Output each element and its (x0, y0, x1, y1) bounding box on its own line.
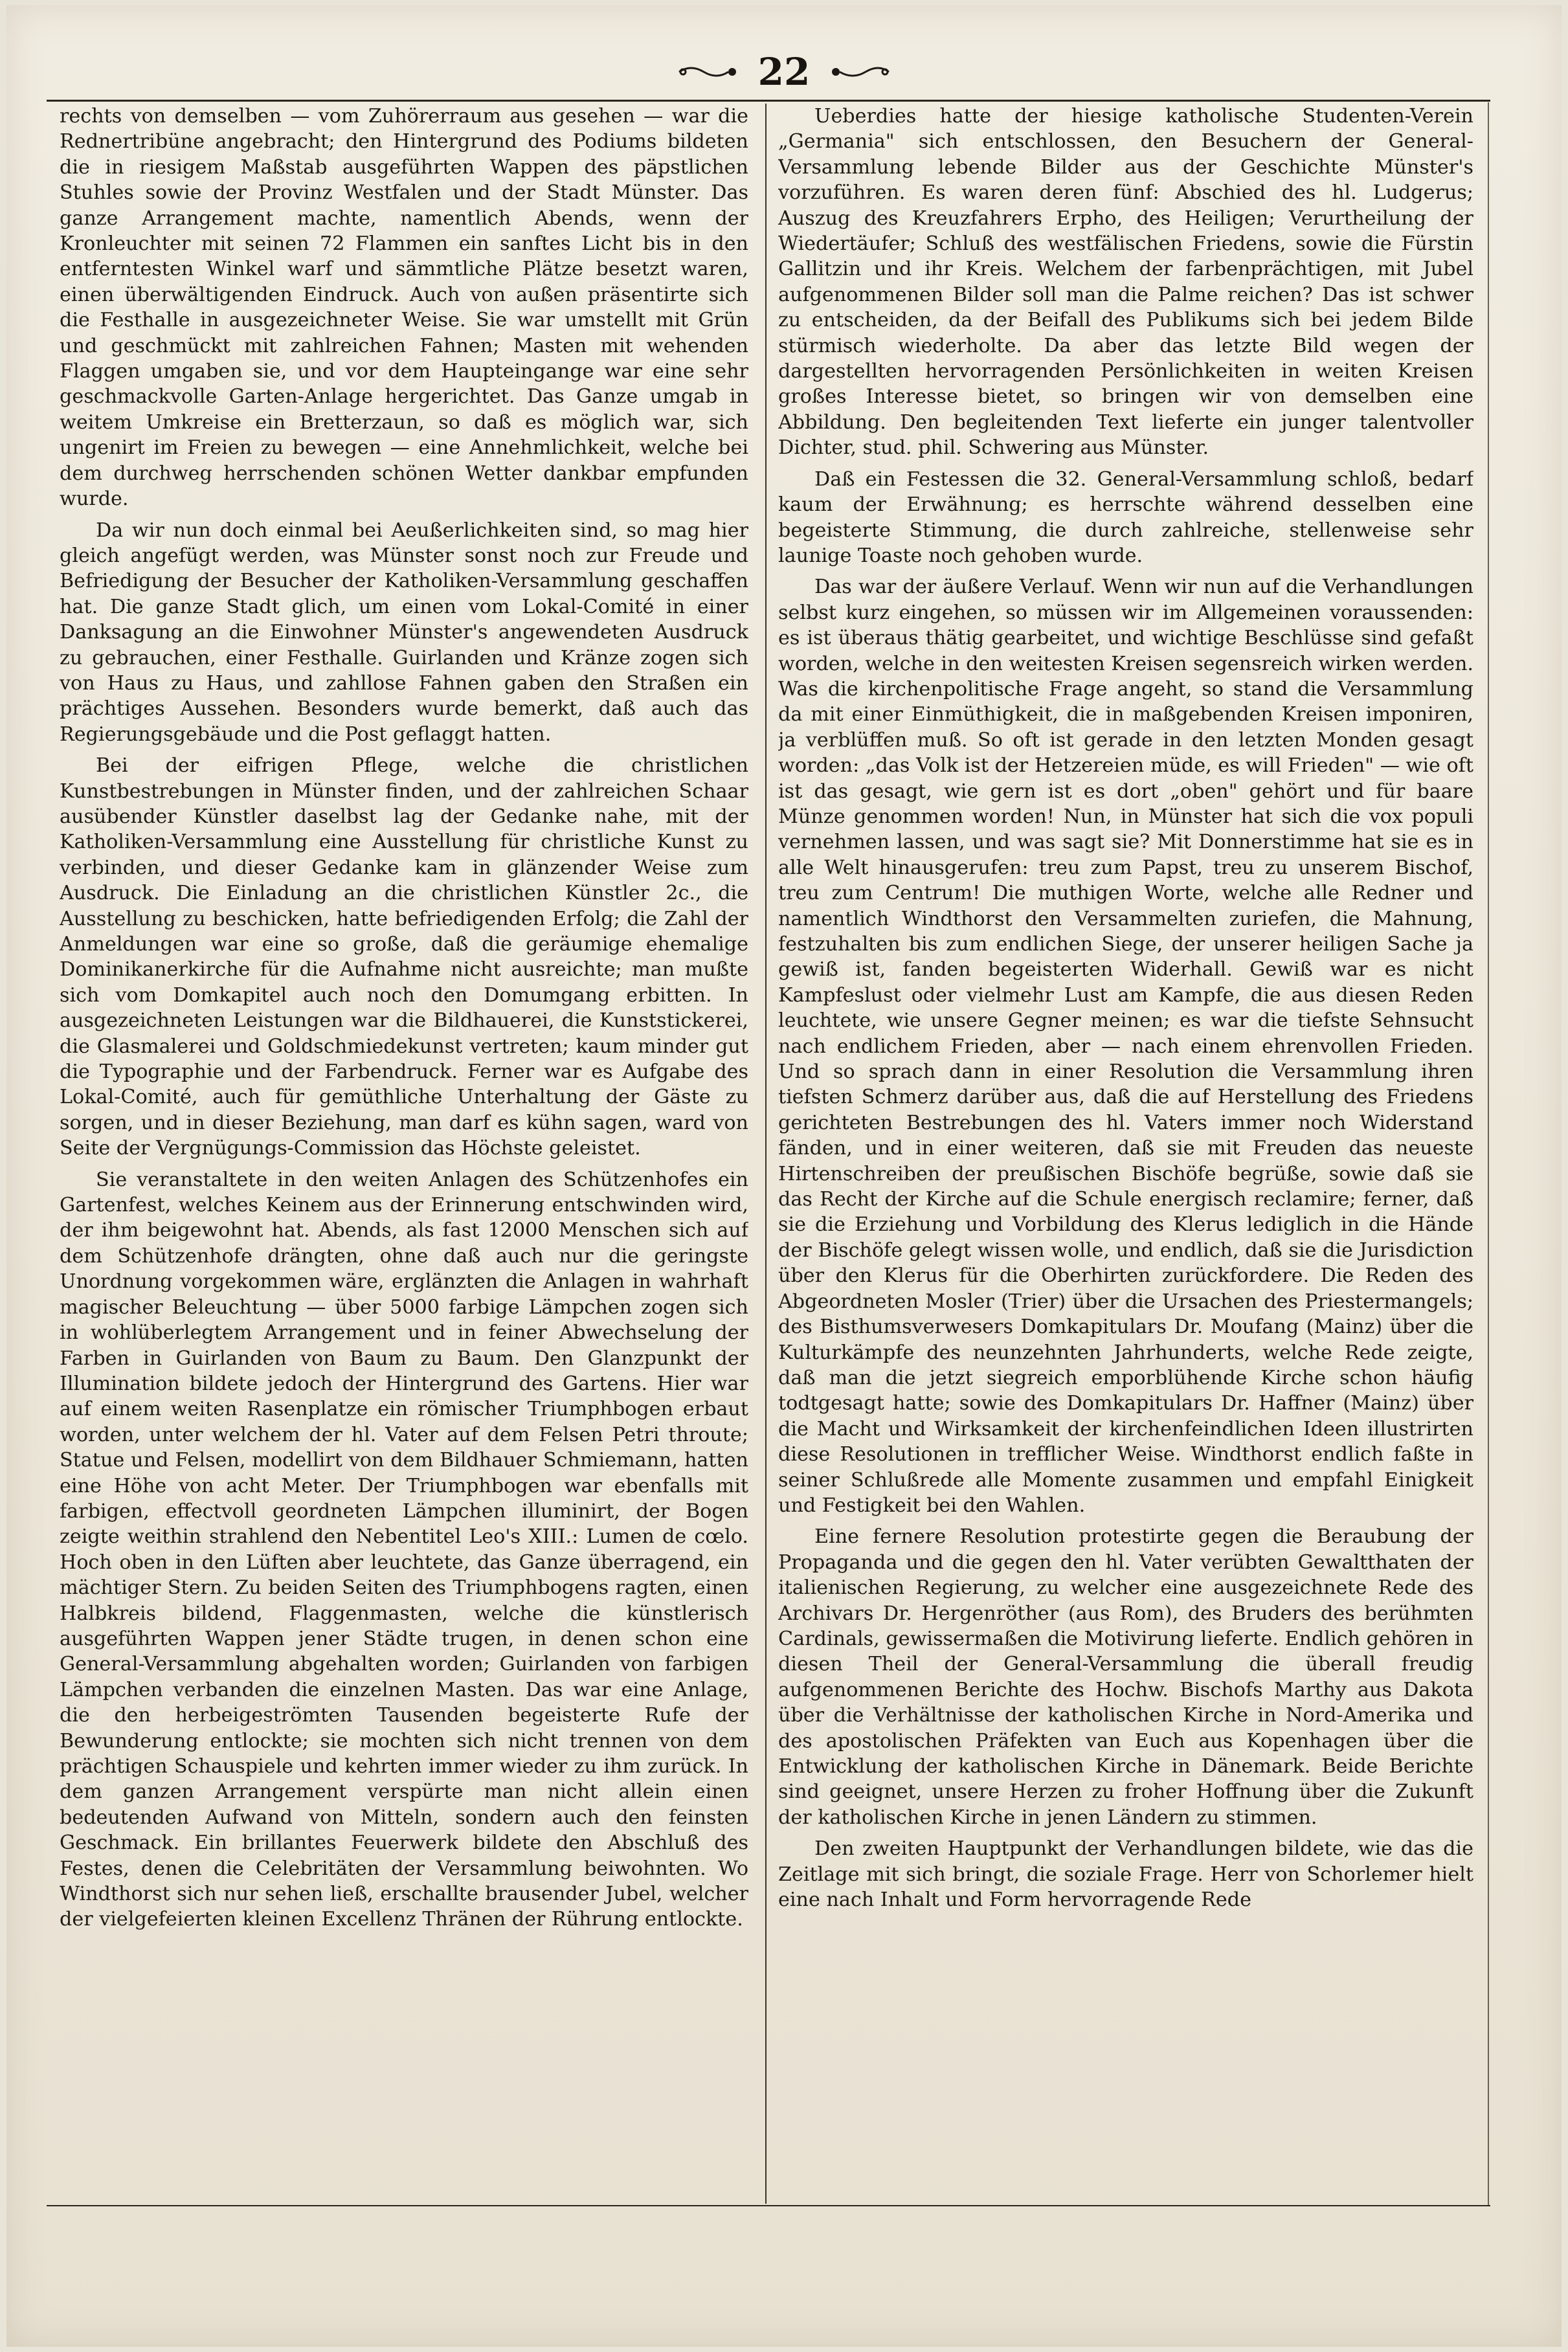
right-column (778, 104, 1473, 2195)
top-rule (47, 100, 1490, 102)
left-column (60, 104, 748, 2195)
paragraph: Den zweiten Hauptpunkt der Verhandlungen bildete, wie das die Zeitlage mit sich bringt, die soziale Frage. Herr von Schorlemer hielt eine nach Inhalt und Form hervorragende Rede (778, 1837, 1473, 1912)
paragraph: Ueberdies hatte der hiesige katholische Studenten-Verein „Germania" sich entschlossen, den Besuchern der General-Versammlung lebende Bilder aus der Geschichte Münster's vorzuführen. Es waren deren fünf: Abschied des hl. Ludgerus; Auszug des Kreuzfahrers Erpho, des Heiligen; Verurtheilung der Wiedertäufer; Schluß des westfälischen Friedens, sowie die Fürstin Gallitzin und ihr Kreis. Welchem der farbenprächtigen, mit Jubel aufgenommenen Bilder soll man die Palme reichen? Das ist schwer zu entscheiden, da der Beifall des Publikums sich bei jedem Bilde stürmisch wiederholte. Da aber das letzte Bild wegen der dargestellten hervorragenden Persönlichkeiten in weiten Kreisen großes Interesse bietet, so bringen wir von demselben eine Abbildung. Den begleitenden Text lieferte ein junger talentvoller Dichter, stud. phil. Schwering aus Münster. (778, 105, 1473, 460)
paragraph: Sie veranstaltete in den weiten Anlagen des Schützenhofes ein Gartenfest, welches Keinem aus der Erinnerung entschwinden wird, der ihm beigewohnt hat. Abends, als fast 12000 Menschen sich auf dem Schützenhofe drängten, ohne daß auch nur die geringste Unordnung vorgekommen wäre, erglänzten die Anlagen in wahrhaft magischer Beleuchtung — über 5000 farbige Lämpchen zogen sich in wohlüberlegtem Arrangement und in feiner Abwechselung der Farben in Guirlanden von Baum zu Baum. Den Glanzpunkt der Illumination bildete jedoch der Hintergrund des Gartens. Hier war auf einem weiten Rasenplatze ein römischer Triumphbogen erbaut worden, unter welchem der hl. Vater auf dem Felsen Petri throute; Statue und Felsen, modellirt von dem Bildhauer Schmiemann, hatten eine Höhe von acht Meter. Der Triumphbogen war ebenfalls mit farbigen, effectvoll geordneten Lämpchen illuminirt, der Bogen zeigte weithin strahlend den Nebentitel Leo's XIII.: Lumen de cœlo. Hoch oben in den Lüften aber leuchtete, das Ganze überragend, ein mächtiger Stern. Zu beiden Seiten des Triumphbogens ragten, einen Halbkreis bildend, Flaggenmasten, welche die künstlerisch ausgeführten Wappen jener Städte trugen, in denen schon eine General-Versammlung abgehalten worden; Guirlanden von farbigen Lämpchen verbanden die einzelnen Masten. Das war eine Anlage, die den herbeigeströmten Tausenden begeisterte Rufe der Bewunderung entlockte; sie mochten sich nicht trennen von dem prächtigen Schauspiele und kehrten immer wieder zu ihm zurück. In dem ganzen Arrangement verspürte man nicht allein einen bedeutenden Aufwand von Mitteln, sondern auch den feinsten Geschmack. Ein brillantes Feuerwerk bildete den Abschluß des Festes, denen die Celebritäten der Versammlung beiwohnten. Wo Windthorst sich nur sehen ließ, erschallte brausender Jubel, welcher der vielgefeierten kleinen Excellenz Thränen der Rührung entlockte. (60, 1168, 748, 1931)
newspaper-page (6, 5, 1562, 2347)
paragraph: Daß ein Festessen die 32. General-Versammlung schloß, bedarf kaum der Erwähnung; es herrschte während desselben eine begeisterte Stimmung, die durch zahlreiche, stellenweise sehr launige Toaste noch gehoben wurde. (778, 467, 1473, 567)
right-border (1488, 102, 1489, 2206)
right-ornament-icon (828, 63, 890, 81)
page-header (6, 43, 1562, 101)
paragraph: Bei der eifrigen Pflege, welche die christlichen Kunstbestrebungen in Münster finden, und der zahlreichen Schaar ausübender Künstler daselbst lag der Gedanke nahe, mit der Katholiken-Versammlung eine Ausstellung für christliche Kunst zu verbinden, und dieser Gedanke kam in glänzender Weise zum Ausdruck. Die Einladung an die christlichen Künstler 2c., die Ausstellung zu beschicken, hatte befriedigenden Erfolg; die Zahl der Anmeldungen war eine so große, daß die geräumige ehemalige Dominikanerkirche für die Aufnahme nicht ausreichte; man mußte sich vom Domkapitel auch noch den Domumgang erbitten. In ausgezeichneten Leistungen war die Bildhauerei, die Kunststickerei, die Glasmalerei und Goldschmiedekunst vertreten; kaum minder gut die Typographie und der Farbendruck. Ferner war es Aufgabe des Lokal-Comité, auch für gemüthliche Unterhaltung der Gäste zu sorgen, und in dieser Beziehung, man darf es kühn sagen, ward von Seite der Vergnügungs-Commission das Höchste geleistet. (60, 754, 748, 1160)
column-divider (765, 104, 767, 2204)
left-ornament-icon (678, 63, 740, 81)
page-number: 22 (757, 50, 811, 94)
paragraph: Da wir nun doch einmal bei Aeußerlichkeiten sind, so mag hier gleich angefügt werden, was Münster sonst noch zur Freude und Befriedigung der Besucher der Katholiken-Versammlung geschaffen hat. Die ganze Stadt glich, um einen vom Lokal-Comité in einer Danksagung an die Einwohner Münster's angewendeten Ausdruck zu gebrauchen, einer Festhalle. Guirlanden und Kränze zogen sich von Haus zu Haus, und zahllose Fahnen gaben den Straßen ein prächtiges Aussehen. Besonders wurde bemerkt, daß auch das Regierungsgebäude und die Post geflaggt hatten. (60, 519, 748, 746)
paragraph: Eine fernere Resolution protestirte gegen die Beraubung der Propaganda und die gegen den hl. Vater verübten Gewaltthaten der italienischen Regierung, zu welcher eine ausgezeichnete Rede des Archivars Dr. Hergenröther (aus Rom), des Bruders des berühmten Cardinals, gewissermaßen die Motivirung lieferte. Endlich gehören in diesen Theil der General-Versammlung die überall freudig aufgenommenen Berichte des Hochw. Bischofs Marthy aus Dakota über die Verhältnisse der katholischen Kirche in Nord-Amerika und des apostolischen Präfekten van Euch aus Kopenhagen über die Entwicklung der katholischen Kirche in Dänemark. Beide Berichte sind geeignet, unsere Herzen zu froher Hoffnung über die Zukunft der katholischen Kirche in jenen Ländern zu stimmen. (778, 1525, 1473, 1829)
bottom-rule (47, 2205, 1490, 2206)
paragraph: rechts von demselben — vom Zuhörerraum aus gesehen — war die Rednertribüne angebracht; den Hintergrund des Podiums bildeten die in riesigem Maßstab ausgeführten Wappen des päpstlichen Stuhles sowie der Provinz Westfalen und der Stadt Münster. Das ganze Arrangement machte, namentlich Abends, wenn der Kronleuchter mit seinen 72 Flammen ein sanftes Licht bis in den entferntesten Winkel warf und sämmtliche Plätze besetzt waren, einen überwältigenden Eindruck. Auch von außen präsentirte sich die Festhalle in ausgezeichneter Weise. Sie war umstellt mit Grün und geschmückt mit zahlreichen Fahnen; Masten mit wehenden Flaggen umgaben sie, und vor dem Haupteingange war eine sehr geschmackvolle Garten-Anlage hergerichtet. Das Ganze umgab in weitem Umkreise ein Bretterzaun, so daß es möglich war, sich ungenirt im Freien zu bewegen — eine Annehmlichkeit, welche bei dem durchweg herrschenden schönen Wetter dankbar empfunden wurde. (60, 105, 748, 511)
paragraph: Das war der äußere Verlauf. Wenn wir nun auf die Verhandlungen selbst kurz eingehen, so müssen wir im Allgemeinen voraussenden: es ist überaus thätig gearbeitet, und wichtige Beschlüsse sind gefaßt worden, welche in den weitesten Kreisen segensreich wirken werden. Was die kirchenpolitische Frage angeht, so stand die Versammlung da mit einer Einmüthigkeit, die in maßgebenden Kreisen imponiren, ja verblüffen muß. So oft ist gerade in den letzten Monden gesagt worden: „das Volk ist der Hetzereien müde, es will Frieden" — wie oft ist das gesagt, wie gern ist es dort „oben" gehört und für baare Münze genommen worden! Nun, in Münster hat sich die vox populi vernehmen lassen, und was sagt sie? Mit Donnerstimme hat sie es in alle Welt hinausgerufen: treu zum Papst, treu zu unserem Bischof, treu zum Centrum! Die muthigen Worte, welche alle Redner und namentlich Windthorst den Versammelten zuriefen, die Mahnung, festzuhalten bis zum endlichen Siege, der unserer heiligen Sache ja gewiß ist, fanden begeisterten Widerhall. Gewiß war es nicht Kampfeslust oder vielmehr Lust am Kampfe, die aus diesen Reden leuchtete, wie unsere Gegner meinen; es war die tiefste Sehnsucht nach endlichem Frieden, aber — nach einem ehrenvollen Frieden. Und so sprach dann in einer Resolution die Versammlung ihren tiefsten Schmerz darüber aus, daß die auf Herstellung des Friedens gerichteten Bestrebungen des hl. Vaters immer noch Widerstand fänden, und in einer weiteren, daß sie mit Freuden das neueste Hirtenschreiben der preußischen Bischöfe begrüße, sowie daß sie das Recht der Kirche auf die Schule energisch reclamire; ferner, daß sie die Erziehung und Vorbildung des Klerus lediglich in die Hände der Bischöfe gelegt wissen wolle, und endlich, daß sie die Jurisdiction über den Klerus für die Oberhirten zurückfordere. Die Reden des Abgeordneten Mosler (Trier) über die Ursachen des Priestermangels; des Bisthumsverwesers Domkapitulars Dr. Moufang (Mainz) über die Kulturkämpfe des neunzehnten Jahrhunderts, welche Rede zeigte, daß man die jetzt siegreich emporblühende Kirche schon häufig todtgesagt hatte; sowie des Domkapitulars Dr. Haffner (Mainz) über die Macht und Wirksamkeit der kirchenfeindlichen Ideen illustrirten diese Resolutionen in trefflicher Weise. Windthorst endlich faßte in seiner Schlußrede alle Momente zusammen und empfahl Einigkeit und Festigkeit bei den Wahlen. (778, 576, 1473, 1517)
